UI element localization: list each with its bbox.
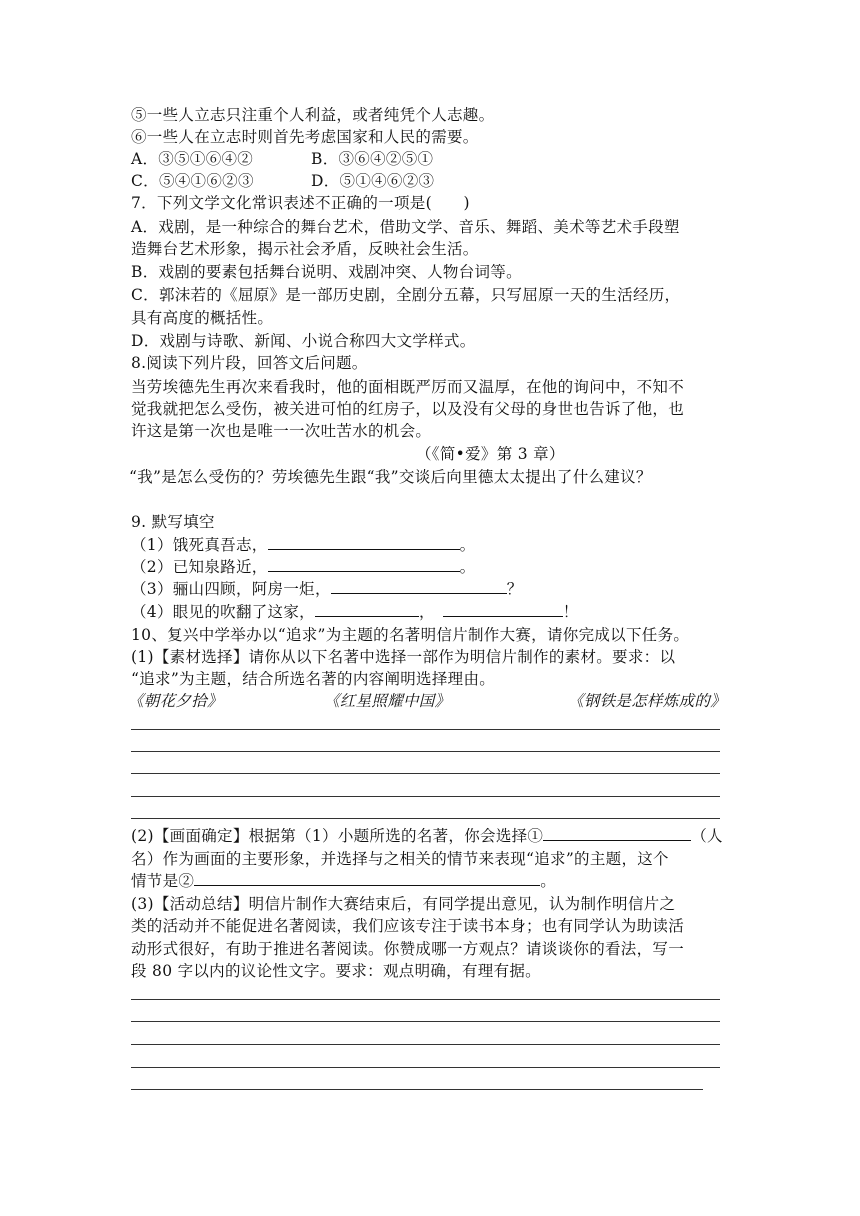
choice-row-ab xyxy=(131,148,433,170)
option-line-6: ⑥一些人在立志时则首先考虑国家和人民的需要。 xyxy=(131,128,479,146)
answer-line[interactable] xyxy=(131,1067,720,1068)
answer-line[interactable] xyxy=(131,751,720,752)
book-option-3: 《钢铁是怎样炼成的》 xyxy=(568,692,727,710)
question-9-item-3: （3）骊山四顾，阿房一炬， ？ xyxy=(131,580,523,598)
answer-line[interactable] xyxy=(131,729,720,730)
answer-blank-plot[interactable] xyxy=(194,870,540,886)
choice-c: C．⑤④①⑥②③ xyxy=(131,172,254,190)
answer-line[interactable] xyxy=(131,1089,703,1090)
question-10-part1-line2: “追求”为主题，结合所选名著的内容阐明选择理由。 xyxy=(131,670,496,688)
answer-blank-person[interactable] xyxy=(543,825,691,841)
question-7-option-d: D．戏剧与诗歌、新闻、小说合称四大文学样式。 xyxy=(131,332,476,350)
choice-d: D．⑤①④⑥②③ xyxy=(311,172,435,190)
question-7-option-a-line2: 造舞台艺术形象，揭示社会矛盾，反映社会生活。 xyxy=(131,240,479,258)
question-10-part3-line1: (3)【活动总结】明信片制作大赛结束后，有同学提出意见，认为制作明信片之 xyxy=(131,895,676,913)
book-option-2: 《红星照耀中国》 xyxy=(324,692,451,710)
question-10-part1-line1: (1)【素材选择】请你从以下名著中选择一部作为明信片制作的素材。要求：以 xyxy=(131,648,676,666)
question-7-option-a-line1: A．戏剧，是一种综合的舞台艺术，借助文学、音乐、舞蹈、美术等艺术手段塑 xyxy=(131,218,680,236)
question-8-passage-line1: 当劳埃德先生再次来看我时，他的面相既严厉而又温厚，在他的询问中，不知不 xyxy=(131,378,685,396)
book-option-1: 《朝花夕拾》 xyxy=(128,692,223,710)
question-8-stem: 8.阅读下列片段，回答文后问题。 xyxy=(131,354,368,372)
choice-a: A．③⑤①⑥④② xyxy=(131,150,254,168)
question-9-item-1: （1）饿死真吾志， 。 xyxy=(131,536,476,554)
choice-row-cd xyxy=(131,170,434,192)
question-10-part3-line3: 动形式很好，有助于推进名著阅读。你赞成哪一方观点？请谈谈你的看法，写一 xyxy=(131,940,685,958)
question-10-part2-line2: 名）作为画面的主要形象，并选择与之相关的情节来表现“追求”的主题，这个 xyxy=(131,850,669,868)
answer-blank-2[interactable] xyxy=(268,556,460,572)
question-8-passage-line3: 许这是第一次也是唯一一次吐苦水的机会。 xyxy=(131,422,432,440)
answer-line[interactable] xyxy=(131,796,720,797)
question-10-part3-line2: 类的活动并不能促进名著阅读，我们应该专注于读书本身；也有同学认为助读活 xyxy=(131,917,685,935)
question-8-passage-line2: 觉我就把怎么受伤，被关进可怕的红房子，以及没有父母的身世也告诉了他，也 xyxy=(131,400,685,418)
answer-line[interactable] xyxy=(131,1044,720,1045)
answer-blank-4a[interactable] xyxy=(315,601,419,617)
question-7-option-c-line1: C．郭沫若的《屈原》是一部历史剧，全剧分五幕，只写屈原一天的生活经历， xyxy=(131,286,681,304)
answer-blank-1[interactable] xyxy=(268,534,460,550)
question-9-item-4: （4）眼见的吹翻了这家， ， ！ xyxy=(131,603,579,621)
question-10-part2-line1: (2)【画面确定】根据第（1）小题所选的名著，你会选择① （人 xyxy=(131,827,723,845)
question-7-option-c-line2: 具有高度的概括性。 xyxy=(131,309,274,327)
question-10-part3-line4: 段 80 字以内的议论性文字。要求：观点明确，有理有据。 xyxy=(131,962,541,980)
question-8-source: （《简•爱》第 3 章） xyxy=(416,445,565,463)
question-7-stem: 7．下列文学文化常识表述不正确的一项是( ) xyxy=(131,194,470,212)
answer-blank-4b[interactable] xyxy=(443,601,563,617)
answer-blank-3[interactable] xyxy=(331,578,507,594)
answer-line[interactable] xyxy=(131,773,720,774)
option-line-5: ⑤一些人立志只注重个人利益，或者纯凭个人志趣。 xyxy=(131,106,495,124)
question-8-question: “我”是怎么受伤的？劳埃德先生跟“我”交谈后向里德太太提出了什么建议？ xyxy=(129,468,652,486)
question-9-stem: 9. 默写填空 xyxy=(131,513,215,531)
question-10-part2-line3: 情节是② 。 xyxy=(131,872,557,890)
answer-line[interactable] xyxy=(131,818,720,819)
choice-b: B．③⑥④②⑤① xyxy=(311,150,434,168)
answer-line[interactable] xyxy=(131,1021,720,1022)
question-10-stem: 10、复兴中学举办以“追求”为主题的名著明信片制作大赛，请你完成以下任务。 xyxy=(131,626,690,644)
question-7-option-b: B．戏剧的要素包括舞台说明、戏剧冲突、人物台词等。 xyxy=(131,263,522,281)
question-9-item-2: （2）已知泉路近， 。 xyxy=(131,558,476,576)
answer-line[interactable] xyxy=(131,999,720,1000)
